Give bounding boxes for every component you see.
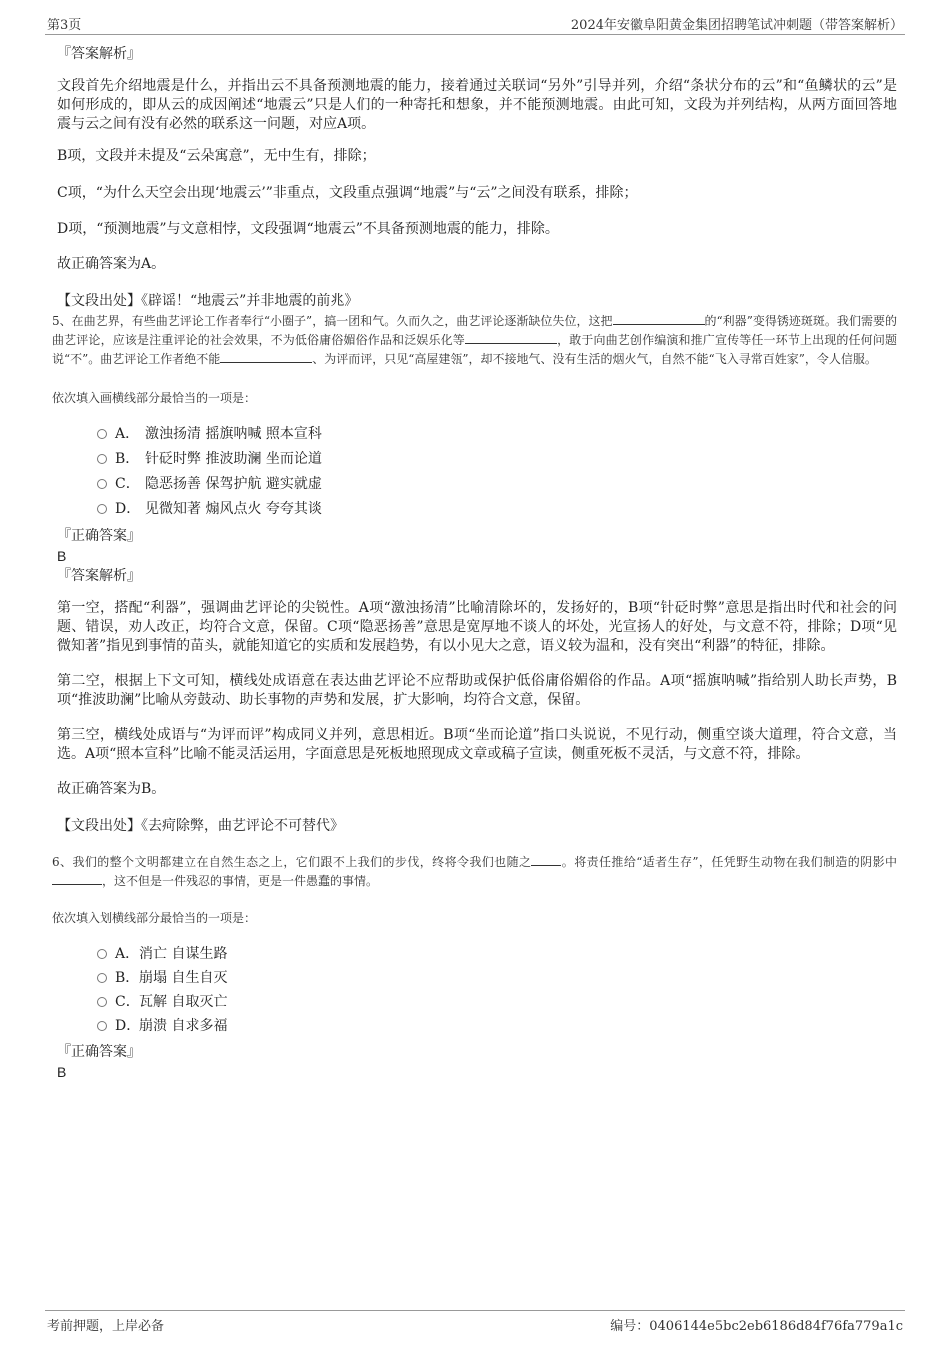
- question-6-text: 6、我们的整个文明都建立在自然生态之上，它们跟不上我们的步伐，终将令我们也随之 。将责任推给“适者生存”，任凭野生动物在我们制造的阴影中，这不但是一件残忍的事情，更是一件愚蠢的事情。: [52, 855, 897, 888]
- document-title: 2024年安徽阜阳黄金集团招聘笔试冲刺题（带答案解析）: [570, 18, 903, 33]
- page-header: [45, 14, 905, 35]
- radio-icon[interactable]: [97, 1021, 107, 1031]
- option-a[interactable]: A．消亡 自谋生路: [97, 942, 897, 966]
- radio-icon[interactable]: [97, 949, 107, 959]
- fill-blank: [531, 853, 561, 866]
- radio-icon[interactable]: [97, 454, 107, 464]
- radio-icon[interactable]: [97, 429, 107, 439]
- option-list: [97, 422, 897, 522]
- fill-blank: [220, 350, 312, 363]
- analysis-paragraph: 第三空，横线处成语与“为评而评”构成同义并列，意思相近。B项“坐而论道”指口头说说，不见行动，侧重空谈大道理，符合文意，当选。A项“照本宣科”比喻不能灵活运用，字面意思是死板地照现成文章或稿子宣读，侧重死板不灵活，与文意不符，排除。: [57, 727, 897, 762]
- analysis-paragraph: 第二空，根据上下文可知，横线处成语意在表达曲艺评论不应帮助或保护低俗庸俗媚俗的作品。A项“摇旗呐喊”指给别人助长声势，B项“推波助澜”比喻从旁鼓动、助长事物的声势和发展，扩大影响，均符合文意，保留。: [57, 673, 897, 708]
- option-a[interactable]: A． 激浊扬清 摇旗呐喊 照本宣科: [97, 422, 897, 447]
- option-d[interactable]: D．崩溃 自求多福: [97, 1014, 897, 1038]
- option-b[interactable]: B．崩塌 自生自灭: [97, 966, 897, 990]
- radio-icon[interactable]: [97, 997, 107, 1007]
- analysis-paragraph: C项，“为什么天空会出现‘地震云’”非重点，文段重点强调“地震”与“云”之间没有联系，排除；: [57, 185, 638, 201]
- fill-blank: [465, 331, 557, 344]
- correct-answer: B: [57, 1064, 67, 1080]
- analysis-paragraph: D项，“预测地震”与文意相悖，文段强调“地震云”不具备预测地震的能力，排除。: [57, 221, 559, 237]
- page-content: [52, 44, 897, 1082]
- page-number: 第3页: [47, 18, 82, 33]
- document-id: 编号：0406144e5bc2eb6186d84f76fa779a1c: [610, 1319, 903, 1334]
- fill-blank: [52, 872, 102, 885]
- analysis-label: 『答案解析』: [57, 568, 141, 584]
- answer-conclusion: 故正确答案为A。: [57, 256, 166, 272]
- source-citation: 【文段出处】《辟谣！“地震云”并非地震的前兆》: [57, 293, 359, 309]
- question-5-text: 5、在曲艺界，有些曲艺评论工作者奉行“小圈子”，搞一团和气。久而久之，曲艺评论逐渐缺位失位，这把 的“利器”变得锈迹斑斑。我们需要的曲艺评论，应该是注重评论的社会效果，不为低俗庸俗媚俗作品和泛娱乐化等 ，敢于向曲艺创作编演和推广宣传等任一环节上出现的任何问题说“不”。曲艺评论工作者绝不能 、为评而评，只见“高屋建瓴”，却不接地气、没有生活的烟火气，自然不能“飞入寻常百姓家”，令人信服。: [52, 314, 897, 366]
- source-citation: 【文段出处】《去疴除弊，曲艺评论不可替代》: [57, 818, 344, 834]
- option-list: [97, 942, 897, 1038]
- correct-answer: B: [57, 548, 67, 564]
- question-prompt: 依次填入画横线部分最恰当的一项是：: [52, 391, 257, 405]
- page-footer: [45, 1310, 905, 1337]
- analysis-paragraph: 第一空，搭配“利器”，强调曲艺评论的尖锐性。A项“激浊扬清”比喻清除坏的，发扬好的，B项“针砭时弊”意思是指出时代和社会的问题、错误，劝人改正，均符合文意，保留。C项“隐恶扬善”意思是宽厚地不谈人的坏处，光宣扬人的好处，与文意不符，排除；D项“见微知著”指见到事情的苗头，就能知道它的实质和发展趋势，有以小见大之意，语义较为温和，没有突出“利器”的特征，排除。: [57, 600, 897, 654]
- question-prompt: 依次填入划横线部分最恰当的一项是：: [52, 911, 257, 925]
- correct-answer-label: 『正确答案』: [57, 1044, 141, 1060]
- option-c[interactable]: C． 隐恶扬善 保驾护航 避实就虚: [97, 472, 897, 497]
- option-b[interactable]: B． 针砭时弊 推波助澜 坐而论道: [97, 447, 897, 472]
- radio-icon[interactable]: [97, 504, 107, 514]
- correct-answer-label: 『正确答案』: [57, 528, 141, 544]
- analysis-paragraph: B项，文段并未提及“云朵寓意”，无中生有，排除；: [57, 148, 376, 164]
- analysis-label: 『答案解析』: [57, 46, 141, 62]
- radio-icon[interactable]: [97, 479, 107, 489]
- option-c[interactable]: C．瓦解 自取灭亡: [97, 990, 897, 1014]
- analysis-paragraph: 文段首先介绍地震是什么，并指出云不具备预测地震的能力，接着通过关联词“另外”引导并列，介绍“条状分布的云”和“鱼鳞状的云”是如何形成的，即从云的成因阐述“地震云”只是人们的一种寄托和想象，并不能预测地震。由此可知，文段为并列结构，从两方面回答地震与云之间有没有必然的联系这一问题，对应A项。: [57, 78, 897, 132]
- fill-blank: [613, 312, 705, 325]
- answer-conclusion: 故正确答案为B。: [57, 781, 166, 797]
- footer-slogan: 考前押题，上岸必备: [47, 1319, 165, 1334]
- option-d[interactable]: D． 见微知著 煽风点火 夸夸其谈: [97, 497, 897, 522]
- radio-icon[interactable]: [97, 973, 107, 983]
